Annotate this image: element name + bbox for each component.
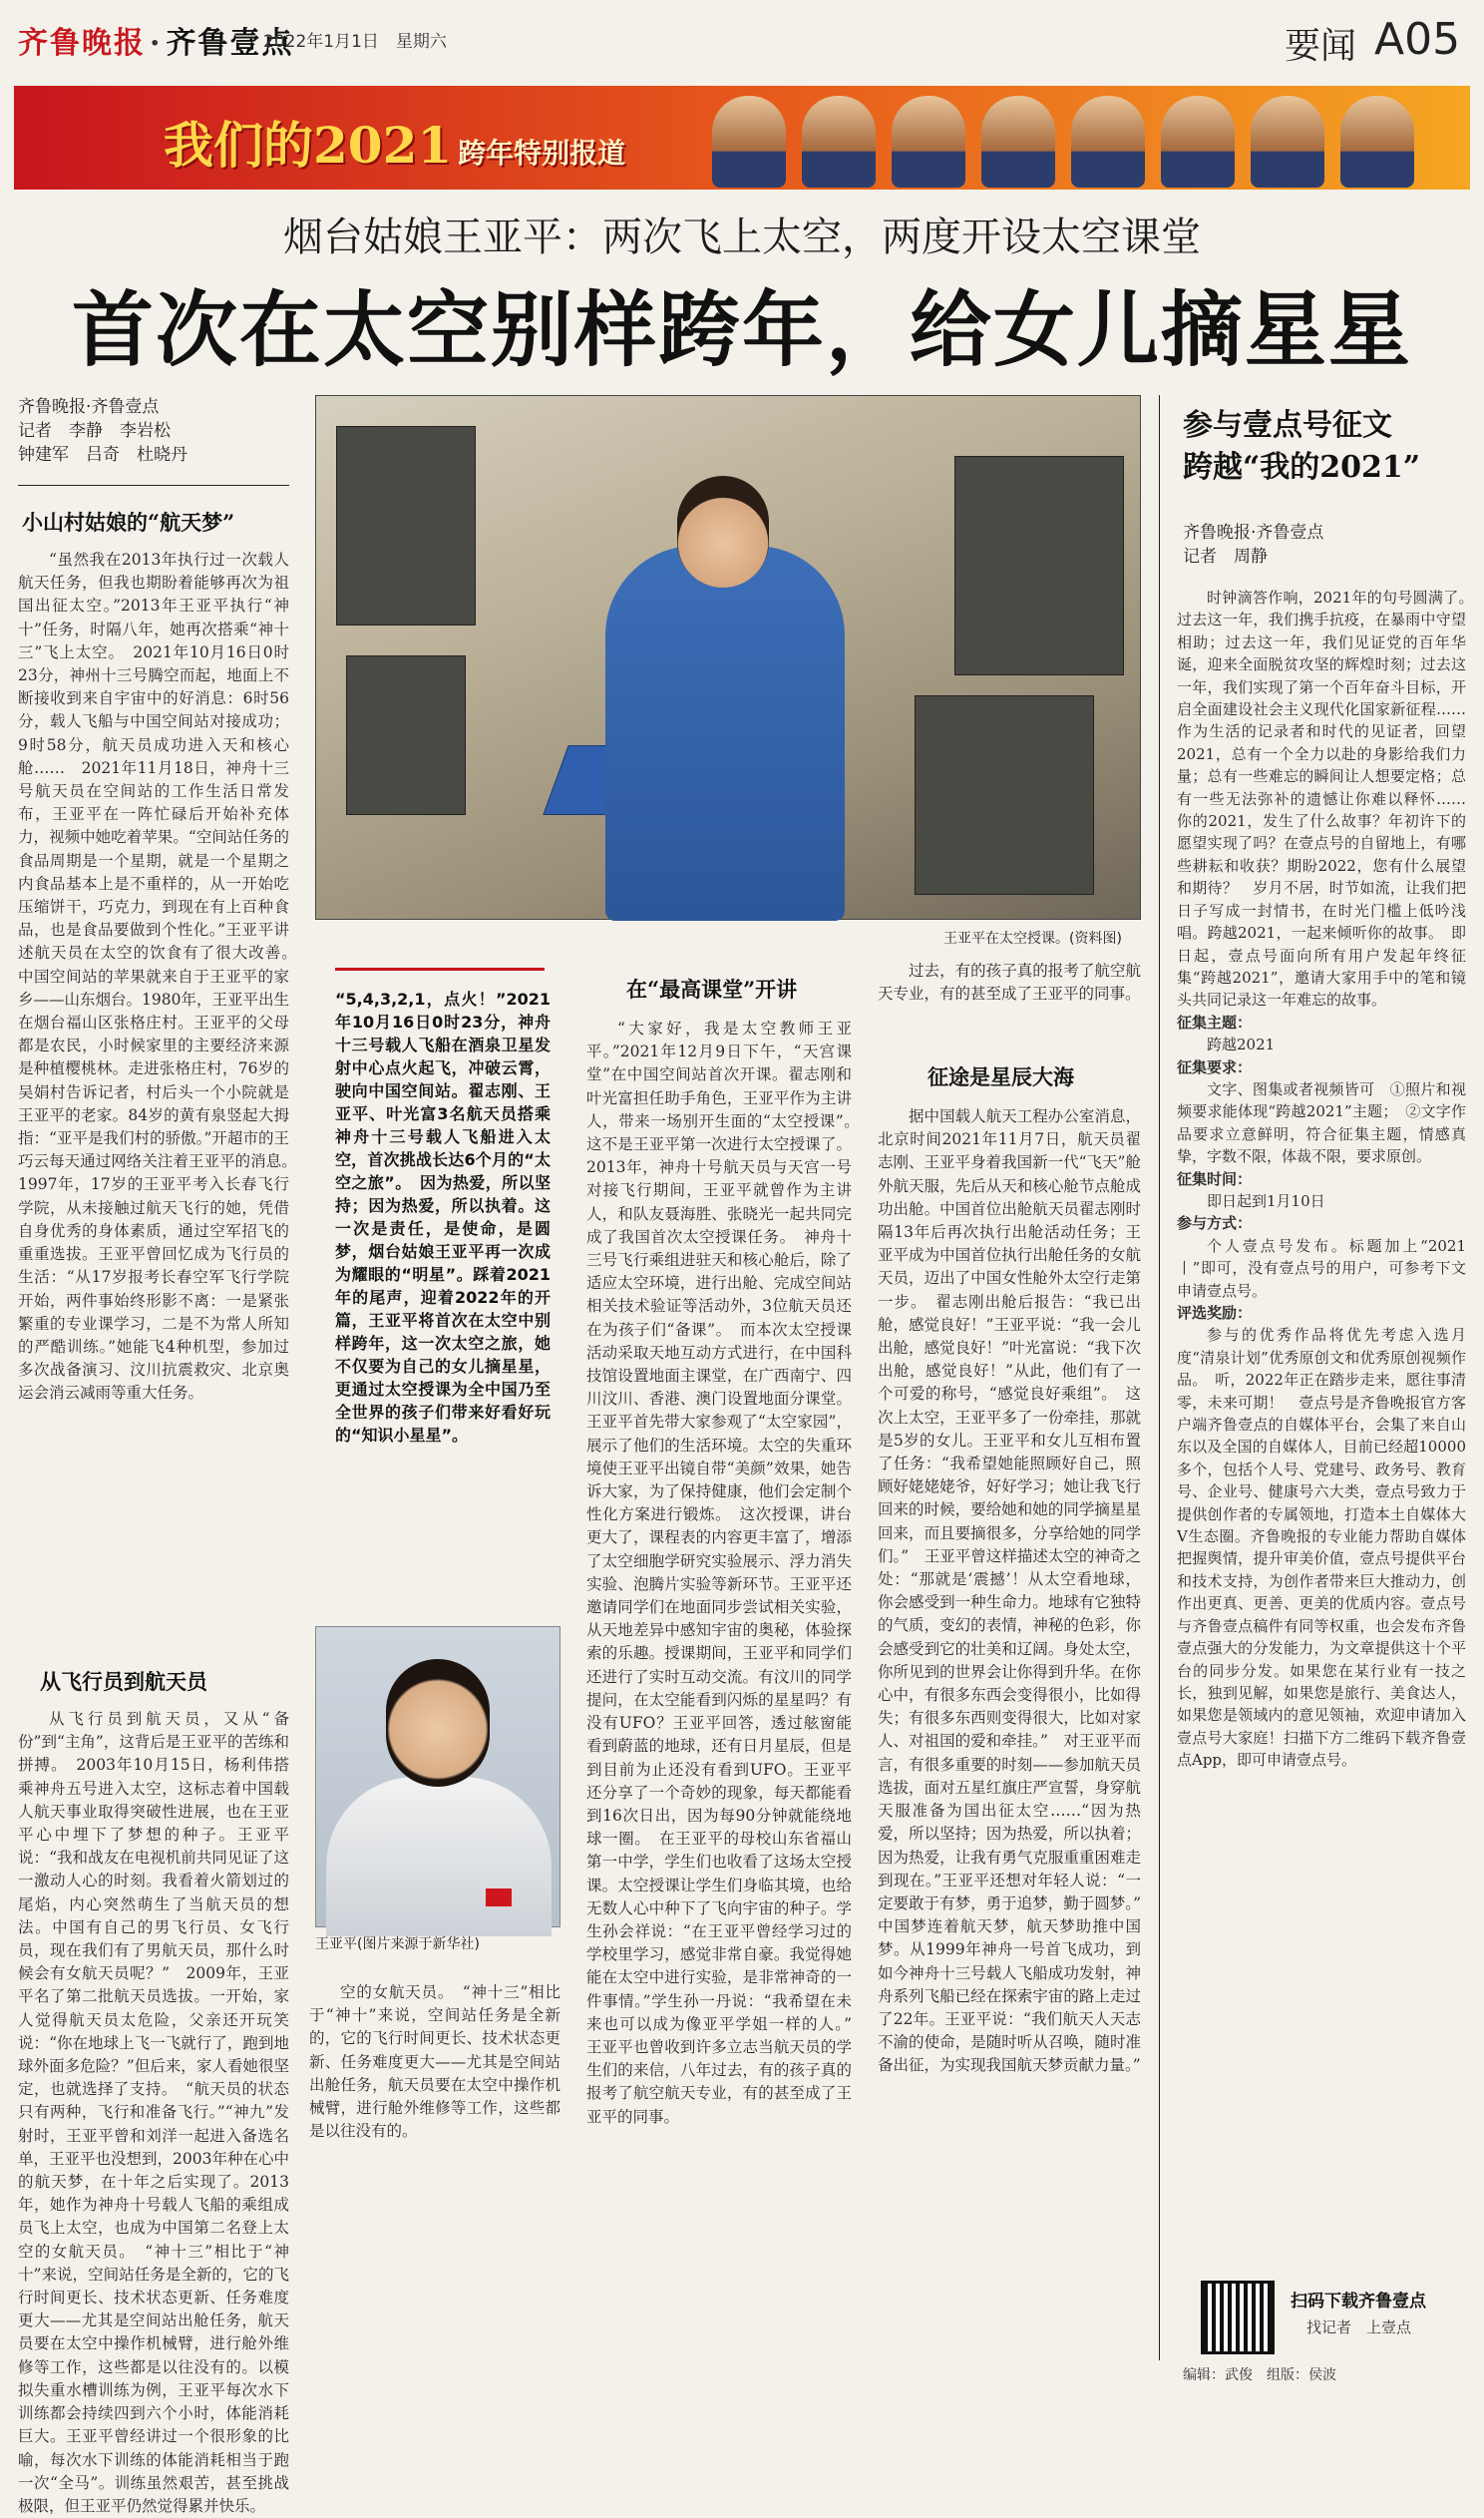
page-number: A05 <box>1374 14 1461 65</box>
special-report-banner <box>14 86 1470 190</box>
issue-date: 2022年1月1日 星期六 <box>263 32 447 52</box>
qr-sublabel: 找记者 上壹点 <box>1306 2318 1412 2336</box>
article-body: 空的女航天员。 “神十三”相比于“神十”来说，空间站任务是全新的，它的飞行时间更长、技术状态更新、任务难度更大——尤其是空间站出舱任务，航天员要在太空中操作机械臂，进行舱外维修等工作，这些都是以往没有的。 <box>309 1983 560 2141</box>
astronaut-class-photo <box>315 395 1141 920</box>
article-body: 据中国载人航天工程办公室消息，北京时间2021年11月7日，航天员翟志刚、王亚平身着我国新一代“飞天”舱外航天服，先后从天和核心舱节点舱成功出舱。中国首位出舱航天员翟志刚时隔13年后再次执行出舱活动任务；王亚平成为中国首位执行出舱任务的女航天员，迈出了中国女性舱外太空行走第一步。 翟志刚出舱后报告：“我已出舱，感觉良好！”王亚平说：“我一会儿出舱，感觉良好！”叶光富说：“我下次出舱，感觉良好！”从此，他们有了一个可爱的称号，“感觉良好乘组”。 这次上太空，王亚平多了一份牵挂，那就是5岁的女儿。王亚平和女儿互相布置了任务：“我希望她能照顾好自己，照顾好姥姥姥爷，好好学习；她让我飞行回来的时候，要给她和她的同学摘星星回来，而且要摘很多，分享给她的同学们。” 王亚平曾这样描述太空的神奇之处：“那就是‘震撼’！从太空看地球，你会感受到一种生命力。地球有它独特的气质，变幻的表情，神秘的色彩，你会感受到它的壮美和辽阔。身处太空，你所见到的世界会让你得到升华。在你心中，有很多东西会变得很小，比如得失；有很多东西则变得很大，比如对家人、对祖国的爱和牵挂。” 对王亚平而言，有很多重要的时刻——参加航天员选拔，面对五星红旗庄严宣誓，身穿航天服准备为国出征太空……“因为热爱，所以坚持；因为热爱，所以执着；因为热爱，让我有勇气克服重重困难走到现在。”王亚平还想对年轻人说：“一定要敢于有梦，勇于追梦，勤于圆梦。” 中国梦连着航天梦，航天梦助推中国梦。从1999年神舟一号首飞成功，到如今神舟十三号载人飞船成功发射，神舟系列飞船已经在探索宇宙的路上走过了22年。王亚平说：“我们航天人天志不渝的使命，是随时听从召唤，随时准备出征，为实现我国航天梦贡献力量。” <box>878 1107 1157 2075</box>
banner-portrait <box>1071 96 1145 188</box>
portrait-photo <box>315 1626 560 1927</box>
banner-portrait <box>1161 96 1235 188</box>
pull-quote: “5,4,3,2,1，点火！”2021年10月16日0时23分，神舟十三号载人飞船在酒泉卫星发射中心点火起飞，冲破云霄，驶向中国空间站。翟志刚、王亚平、叶光富3名航天员搭乘神舟十三号载人飞船进入太空，首次挑战长达6个月的“太空之旅”。 因为热爱，所以坚持；因为热爱，所以执着。这一次是责任，是使命，是圆梦，烟台姑娘王亚平再一次成为耀眼的“明星”。踩着2021年的尾声，迎着2022年的开篇，王亚平将首次在太空中别样跨年，这一次太空之旅，她不仅要为自己的女儿摘星星，更通过太空授课为全中国乃至全世界的孩子们带来好看好玩的“知识小星星”。 <box>335 990 551 1445</box>
article-body: “虽然我在2013年执行过一次载人航天任务，但我也期盼着能够再次为祖国出征太空。”2013年王亚平执行“神十”任务，时隔八年，她再次搭乘“神十三”飞上太空。 2021年10月16日0时23分，神州十三号腾空而起，地面上不断接收到来自宇宙中的好消息：6时56分，载人飞船与中国空间站对接成功；9时58分，航天员成功进入天和核心舱…… 2021年11月18日，神舟十三号航天员在空间站的工作生活日常发布，王亚平在一阵忙碌后开始补充体力，视频中她吃着苹果。“空间站任务的食品周期是一个星期，就是一个星期之内食品基本上是不重样的，从一开始吃压缩饼干，巧克力，到现在有上百种食品，也是食品要做到个性化。”王亚平讲述航天员在太空的饮食有了很大改善。 中国空间站的苹果就来自于王亚平的家乡——山东烟台。1980年，王亚平出生在烟台福山区张格庄村。王亚平的父母都是农民，小时候家里的主要经济来源是种植樱桃林。走进张格庄村，76岁的吴娟村告诉记者，村后头一个小院就是王亚平的老家。84岁的黄有泉竖起大拇指：“亚平是我们村的骄傲。”开超市的王巧云每天通过网络关注着王亚平的消息。 1997年，17岁的王亚平考入长春飞行学院，从未接触过航天飞行的她，凭借自身优秀的身体素质，通过空军招飞的重重选拔。王亚平曾回忆成为飞行员的生活：“从17岁报考长春空军飞行学院开始，两件事始终形影不离：一是紧张繁重的专业课学习，二是不为常人所知的严酷训练。”她能飞4种机型，参加过多次战备演习、汶川抗震救灾、北京奥运会消云减雨等重大任务。 <box>18 551 305 1403</box>
banner-portrait <box>981 96 1055 188</box>
pull-quote-bar <box>335 968 545 971</box>
section-name: 要闻 <box>1285 26 1357 67</box>
portrait-caption: 王亚平(图片来源于新华社) <box>315 1936 480 1952</box>
banner-portrait <box>712 96 786 188</box>
banner-portrait <box>892 96 965 188</box>
banner-portrait <box>1340 96 1414 188</box>
banner-title: 我们的2021 跨年特别报道 <box>164 116 626 175</box>
sidebar-title: 参与壹点号征文 跨越“我的2021” <box>1183 408 1421 485</box>
sidebar-body: 时钟滴答作响，2021年的句号圆满了。 过去这一年，我们携手抗疫，在暴雨中守望相助；过去这一年，我们见证党的百年华诞，迎来全面脱贫攻坚的辉煌时刻；过去这一年，我们实现了第一个百年奋斗目标，开启全面建设社会主义现代化国家新征程……作为生活的记录者和时代的见证者，回望2021，总有一个全力以赴的身影给我们力量；总有一些难忘的瞬间让人想要定格；总有一些无法弥补的遗憾让你难以释怀…… 你的2021，发生了什么故事？年初许下的愿望实现了吗？在壹点号的自留地上，有哪些耕耘和收获？期盼2022，您有什么展望和期待？ 岁月不居，时节如流，让我们把日子写成一封情书，在时光门槛上低吟浅唱。跨越2021，一起来倾听你的故事。 即日起，壹点号面向所有用户发起年终征集“跨越2021”，邀请大家用手中的笔和镜头共同记录这一年难忘的故事。 征集主题： 跨越2021 征集要求： 文字、图集或者视频皆可 ①照片和视频要求能体现“跨越2021”主题； ②文字作品要求立意鲜明，符合征集主题，情感真挚，字数不限，体裁不限，要求原创。 征集时间： 即日起到1月10日 参与方式： 个人壹点号发布。标题加上“2021丨”即可，没有壹点号的用户，可参考下文申请壹点号。 评选奖励： 参与的优秀作品将优先考虑入选月度“清泉计划”优秀原创文和优秀原创视频作品。 听，2022年正在踏步走来，愿往事清零，未来可期！ 壹点号是齐鲁晚报官方客户端齐鲁壹点的自媒体平台，会集了来自山东以及全国的自媒体人，目前已经超10000多个，包括个人号、党建号、政务号、教育号、企业号、健康号六大类，壹点号致力于提供创作者的专属领地，打造本土自媒体大V生态圈。齐鲁晚报的专业能力帮助自媒体把握舆情，提升审美价值，壹点号提供平台和技术支持，为创作者带来巨大推动力，创作出更真、更善、更美的优质内容。壹点号与齐鲁壹点稿件有同等权重，也会发布齐鲁壹点强大的分发能力，为文章提供这十个平台的同步分发。如果您在某行业有一技之长，独到见解，如果您是旅行、美食达人，如果您是领域内的意见领袖，欢迎申请加入壹点号大家庭！扫描下方二维码下载齐鲁壹点App，即可申请壹点号。 <box>1177 589 1482 1770</box>
section-title: 征途是星辰大海 <box>928 1064 1074 1089</box>
article-subhead: 烟台姑娘王亚平：两次飞上太空，两度开设太空课堂 <box>283 214 1201 260</box>
sidebar-divider <box>1159 395 1160 2360</box>
article-headline: 首次在太空别样跨年，给女儿摘星星 <box>71 282 1412 378</box>
divider <box>18 485 289 486</box>
photo-caption: 王亚平在太空授课。(资料图) <box>943 931 1122 947</box>
banner-portrait <box>802 96 876 188</box>
article-body: 从飞行员到航天员，又从“备份”到“主角”，这背后是王亚平的苦练和拼搏。 2003年10月15日，杨利伟搭乘神舟五号进入太空，这标志着中国载人航天事业取得突破性进展，也在王亚平心中埋下了梦想的种子。王亚平说：“我和战友在电视机前共同见证了这一激动人心的时刻。我看着火箭划过的尾焰，内心突然萌生了当航天员的想法。中国有自己的男飞行员、女飞行员，现在我们有了男航天员，那什么时候会有女航天员呢？” 2009年，王亚平名了第二批航天员选拔。一开始，家人觉得航天员太危险，父亲还开玩笑说：“你在地球上飞一飞就行了，跑到地球外面多危险？”但后来，家人看她很坚定，也就选择了支持。 “航天员的状态只有两种，飞行和准备飞行。”“神九”发射时，王亚平曾和刘洋一起进入备选名单，王亚平也没想到，2003年种在心中的航天梦，在十年之后实现了。2013年，她作为神舟十号载人飞船的乘组成员飞上太空，也成为中国第二名登上太空的女航天员。 “神十三”相比于“神十”来说，空间站任务是全新的，它的飞行时间更长、技术状态更新、任务难度更大——尤其是空间站出舱任务，航天员要在太空中操作机械臂，进行舱外维修等工作，这些都是以往没有的。以模拟失重水槽训练为例，王亚平每次水下训练都会持续四到六个小时，体能消耗巨大。王亚平曾经讲过一个很形象的比喻，每次水下训练的体能消耗相当于跑一次“全马”。训练虽然艰苦，甚至挑战极限，但王亚平仍然觉得累并快乐。 <box>18 1710 289 2515</box>
newspaper-logo: 齐鲁晚报 · 齐鲁壹点 <box>18 26 294 61</box>
editors-credit: 编辑：武俊 组版：侯波 <box>1183 2367 1336 2383</box>
article-byline: 齐鲁晚报·齐鲁壹点 记者 李静 李岩松 钟建军 吕奇 杜晓丹 <box>18 397 187 465</box>
article-body: 过去，有的孩子真的报考了航空航天专业，有的甚至成了王亚平的同事。 <box>878 962 1141 1004</box>
section-title: 从飞行员到航天员 <box>40 1669 207 1694</box>
sidebar-byline: 齐鲁晚报·齐鲁壹点 记者 周静 <box>1183 523 1324 567</box>
section-title: 在“最高课堂”开讲 <box>626 977 798 1002</box>
qr-label: 扫码下载齐鲁壹点 <box>1291 2292 1426 2311</box>
banner-portrait <box>1251 96 1324 188</box>
article-body: “大家好，我是太空教师王亚平。”2021年12月9日下午，“天宫课堂”在中国空间站首次开课。翟志刚和叶光富担任助手角色，王亚平作为主讲人，带来一场别开生面的“太空授课”。 这不是王亚平第一次进行太空授课了。2013年，神舟十号航天员与天宫一号对接飞行期间，王亚平就曾作为主讲人，和队友聂海胜、张晓光一起共同完成了我国首次太空授课任务。 神舟十三号飞行乘组进驻天和核心舱后，除了适应太空环境，进行出舱、完成空间站相关技术验证等活动外，3位航天员还在为孩子们“备课”。 而本次太空授课活动采取天地互动方式进行，在中国科技馆设置地面主课堂，在广西南宁、四川汶川、香港、澳门设置地面分课堂。王亚平首先带大家参观了“太空家园”，展示了他们的生活环境。太空的失重环境使王亚平出镜自带“美颜”效果，她告诉大家，为了保持健康，他们会定制个性化方案进行锻炼。 这次授课，讲台更大了，课程表的内容更丰富了，增添了太空细胞学研究实验展示、浮力消失实验、泡腾片实验等新环节。王亚平还邀请同学们在地面同步尝试相关实验，从天地差异中感知宇宙的奥秘，体验探索的乐趣。授课期间，王亚平和同学们还进行了实时互动交流。有汶川的同学提问，在太空能看到闪烁的星星吗？有没有UFO？王亚平回答，透过舷窗能看到蔚蓝的地球，还有日月星辰，但是到目前为止还没有看到UFO。王亚平还分享了一个奇妙的现象，每天都能看到16次日出，因为每90分钟就能绕地球一圈。 在王亚平的母校山东省福山第一中学，学生们也收看了这场太空授课。太空授课让学生们身临其境，也给无数人心中种下了飞向宇宙的种子。学生孙会祥说：“在王亚平曾经学习过的学校里学习，感觉非常自豪。我觉得她能在太空中进行实验，是非常神奇的一件事情。”学生孙一丹说：“我希望在未来也可以成为像亚平学姐一样的人。” 王亚平也曾收到许多立志当航天员的学生们的来信，八年过去，有的孩子真的报考了航空航天专业，有的甚至成了王亚平的同事。 <box>586 1020 868 2126</box>
qr-code[interactable] <box>1201 2281 1275 2354</box>
section-title: 小山村姑娘的“航天梦” <box>22 510 235 535</box>
